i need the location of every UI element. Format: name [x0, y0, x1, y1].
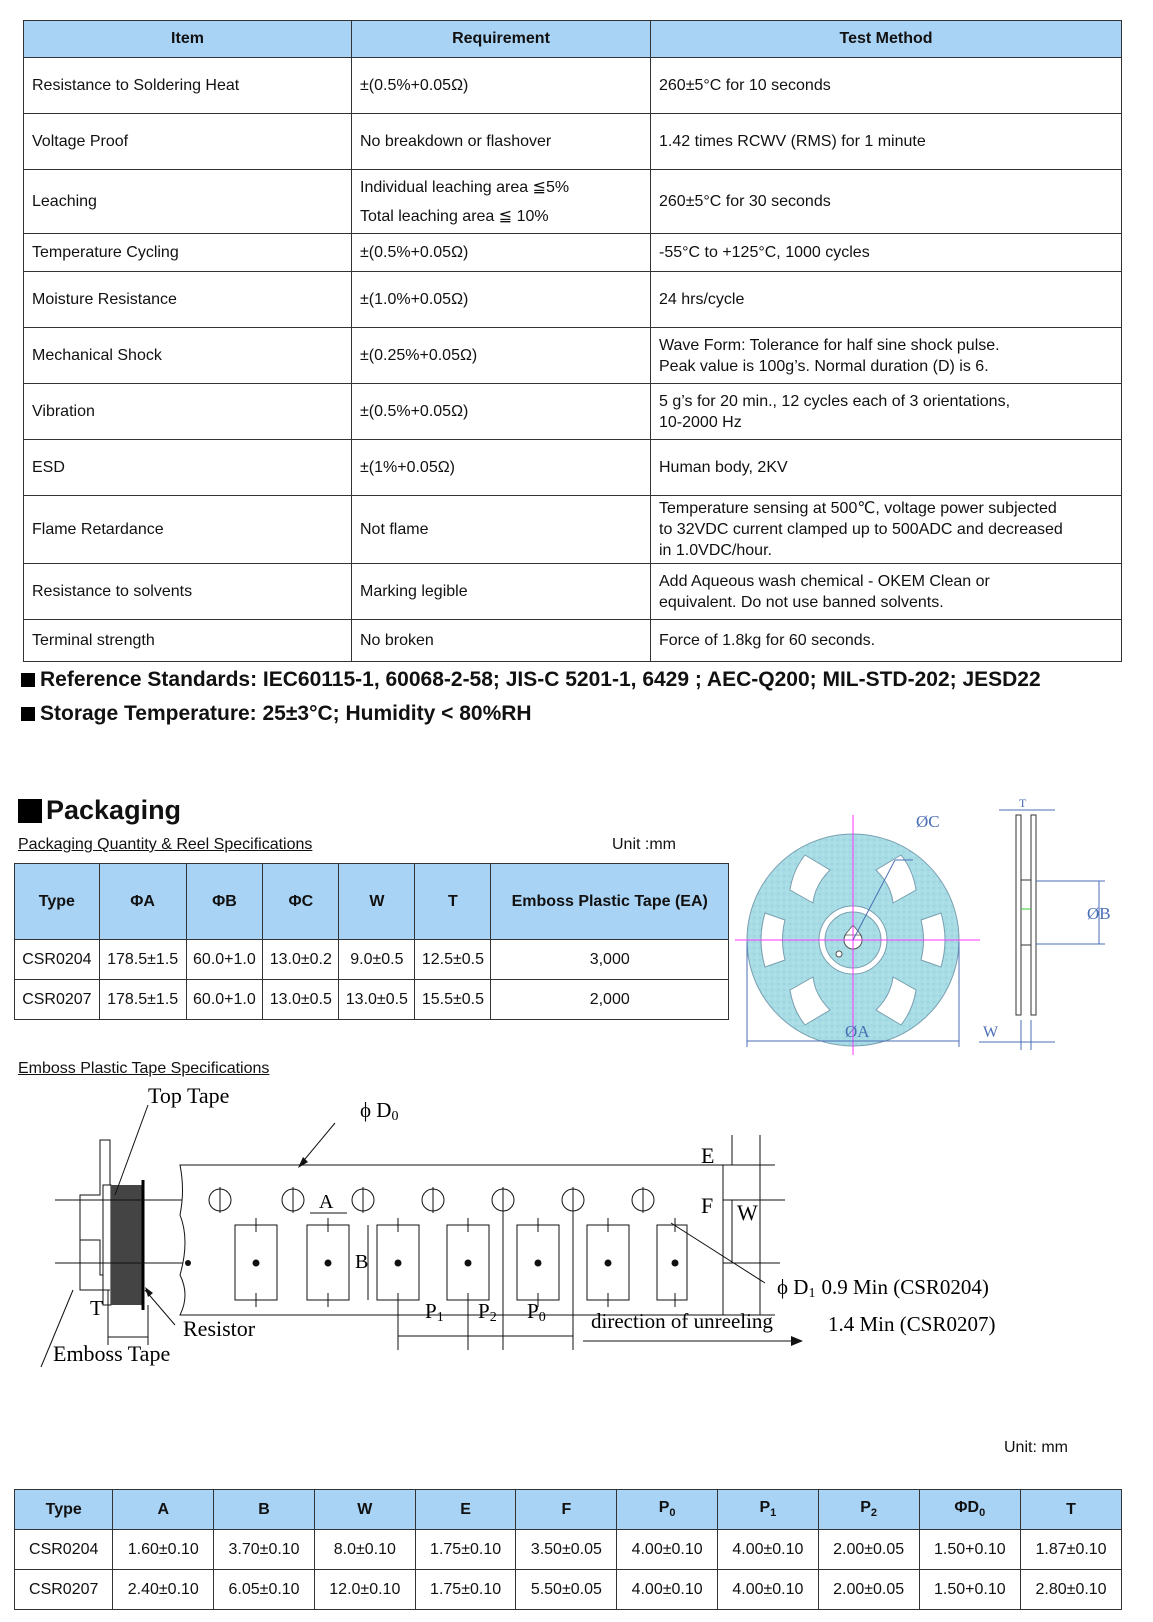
tape-cell: 3.70±0.10 [214, 1530, 315, 1570]
cell-requirement [352, 58, 651, 114]
method-line: -55°C to +125°C, 1000 cycles [659, 244, 870, 261]
tape-label-p1: P1 [425, 1299, 444, 1325]
reel-header-cell: T [415, 864, 491, 940]
cell-item: Terminal strength [24, 620, 352, 662]
tape-header-cell: $P_0$ [617, 1490, 718, 1530]
reel-cell: 9.0±0.5 [339, 940, 415, 980]
reel-cell: 2,000 [491, 980, 729, 1020]
tape-label-p2: P2 [478, 1299, 497, 1325]
method-line: in 1.0VDC/hour. [659, 542, 772, 559]
requirement-line: Total leaching area ≦ 10% [360, 207, 549, 225]
method-line: Wave Form: Tolerance for half sine shock pulse. [659, 336, 1000, 354]
table-row [24, 496, 1122, 564]
reference-standards [21, 668, 1041, 692]
cell-item: Leaching [24, 170, 352, 234]
requirement-line: ±(0.5%+0.05Ω) [360, 77, 469, 94]
reel-cell: 13.0±0.5 [339, 980, 415, 1020]
method-line: Force of 1.8kg for 60 seconds. [659, 632, 876, 649]
reel-cell: 13.0±0.5 [263, 980, 339, 1020]
tape-cell: 1.87±0.10 [1021, 1530, 1122, 1570]
cell-requirement [352, 170, 651, 234]
header-item: Item [24, 21, 352, 58]
section-square-icon [18, 799, 42, 823]
tape-header-cell: T [1021, 1490, 1122, 1530]
tape-cell: 3.50±0.05 [516, 1530, 617, 1570]
cell-test-method [651, 272, 1122, 328]
reel-cell: CSR0207 [15, 980, 100, 1020]
reel-header-cell: ΦB [186, 864, 263, 940]
tape-label-phi-d0: ϕ D0 [360, 1098, 399, 1124]
tape-cell: 6.05±0.10 [214, 1570, 315, 1610]
cell-test-method [651, 234, 1122, 272]
reel-cell: 178.5±1.5 [99, 980, 186, 1020]
bullet-square-icon [21, 673, 35, 687]
table-header-row [24, 21, 1122, 58]
tape-label-a: A [319, 1191, 334, 1213]
tape-cell: 2.00±0.05 [818, 1530, 919, 1570]
reel-cell: 60.0+1.0 [186, 940, 263, 980]
cell-requirement [352, 234, 651, 272]
table-row [24, 620, 1122, 662]
tape-cell: 4.00±0.10 [718, 1530, 819, 1570]
cell-test-method [651, 440, 1122, 496]
tape-header-cell: $P_1$ [718, 1490, 819, 1530]
requirement-line: No broken [360, 632, 434, 649]
method-line: 260±5°C for 30 seconds [659, 193, 831, 210]
resistor-body [111, 1185, 143, 1305]
cell-item: Mechanical Shock [24, 328, 352, 384]
cell-item: Voltage Proof [24, 114, 352, 170]
reel-cell: 178.5±1.5 [99, 940, 186, 980]
test-specifications-table [23, 20, 1122, 662]
tape-header-cell: $P_2$ [818, 1490, 919, 1530]
cell-requirement [352, 440, 651, 496]
tape-header-cell: F [516, 1490, 617, 1530]
tape-label-resistor: Resistor [183, 1316, 256, 1341]
cell-test-method [651, 328, 1122, 384]
tape-diagram [35, 1083, 1035, 1405]
reel-header-cell: Emboss Plastic Tape (EA) [491, 864, 729, 940]
tape-cell: 1.75±0.10 [415, 1530, 516, 1570]
reel-caption: Packaging Quantity & Reel Specifications [18, 836, 313, 853]
table-row [24, 170, 1122, 234]
tape-cell: 1.60±0.10 [113, 1530, 214, 1570]
table-row [24, 234, 1122, 272]
table-row [15, 980, 729, 1020]
reference-standards-text: Reference Standards: IEC60115-1, 60068-2-58; JIS-C 5201-1, 6429 ; AEC-Q200; MIL-STD-202; JESD22 [40, 668, 1041, 691]
tape-header-cell: E [415, 1490, 516, 1530]
cell-item: Resistance to solvents [24, 564, 352, 620]
table-row [15, 1570, 1122, 1610]
reel-cell: 60.0+1.0 [186, 980, 263, 1020]
reel-side-view [1016, 815, 1036, 1015]
tape-label-e: E [701, 1143, 715, 1168]
tape-cell: 4.00±0.10 [617, 1570, 718, 1610]
reel-unit: Unit :mm [612, 836, 676, 853]
tape-label-direction: direction of unreeling [591, 1309, 773, 1333]
cell-test-method [651, 496, 1122, 564]
reel-label-phi-a: ØA [845, 1022, 870, 1041]
tape-cell: 2.00±0.05 [818, 1570, 919, 1610]
requirement-line: ±(1%+0.05Ω) [360, 459, 456, 476]
tape-unit: Unit: mm [1004, 1439, 1068, 1456]
reel-cell: 15.5±0.5 [415, 980, 491, 1020]
header-requirement: Requirement [352, 21, 651, 58]
table-row [24, 440, 1122, 496]
requirement-line: Not flame [360, 521, 429, 538]
tape-cell: 8.0±0.10 [314, 1530, 415, 1570]
cell-requirement [352, 620, 651, 662]
reel-header-cell: ΦA [99, 864, 186, 940]
tape-label-d1-line2: 1.4 Min (CSR0207) [828, 1312, 996, 1336]
table-row [24, 384, 1122, 440]
reel-label-phi-c: ØC [916, 812, 940, 831]
requirement-line: Individual leaching area ≦5% [360, 178, 570, 196]
table-row [15, 940, 729, 980]
storage-temperature [21, 702, 532, 726]
tape-header-cell: A [113, 1490, 214, 1530]
requirement-line: ±(0.5%+0.05Ω) [360, 403, 469, 420]
requirement-line: No breakdown or flashover [360, 133, 552, 150]
cell-requirement [352, 564, 651, 620]
tape-cell: 4.00±0.10 [718, 1570, 819, 1610]
tape-side-view [80, 1140, 111, 1305]
table-row [15, 1530, 1122, 1570]
reel-header-row [15, 864, 729, 940]
tape-label-p0: P0 [527, 1299, 546, 1325]
tape-cell: 4.00±0.10 [617, 1530, 718, 1570]
tape-label-f: F [701, 1193, 714, 1218]
method-line: to 32VDC current clamped up to 500ADC and decreased [659, 521, 1063, 538]
tape-cell: 2.40±0.10 [113, 1570, 214, 1610]
table-row [24, 328, 1122, 384]
method-line: Add Aqueous wash chemical - OKEM Clean or [659, 572, 990, 590]
tape-specifications-table [14, 1489, 1122, 1610]
tape-header-cell: Type [15, 1490, 113, 1530]
reel-header-cell: ΦC [263, 864, 339, 940]
tape-caption: Emboss Plastic Tape Specifications [18, 1060, 270, 1077]
cell-item: ESD [24, 440, 352, 496]
tape-header-cell: $\Phi D_0$ [919, 1490, 1021, 1530]
reel-cell: 12.5±0.5 [415, 940, 491, 980]
cell-test-method [651, 170, 1122, 234]
storage-temperature-text: Storage Temperature: 25±3°C; Humidity < 80%RH [40, 702, 532, 725]
method-line: Temperature sensing at 500℃, voltage power subjected [659, 500, 1057, 517]
tape-cell: 2.80±0.10 [1021, 1570, 1122, 1610]
cell-requirement [352, 272, 651, 328]
method-line: 10-2000 Hz [659, 413, 742, 431]
reel-label-phi-b: ØB [1087, 904, 1111, 923]
reel-label-w: W [983, 1024, 999, 1041]
packaging-title-text: Packaging [46, 795, 182, 825]
tape-cell: 1.50+0.10 [919, 1530, 1021, 1570]
tape-label-w: W [737, 1200, 758, 1225]
tape-cell: 5.50±0.05 [516, 1570, 617, 1610]
header-test-method: Test Method [651, 21, 1122, 58]
tape-header-cell: W [314, 1490, 415, 1530]
requirement-line: ±(0.25%+0.05Ω) [360, 347, 478, 364]
table-row [24, 564, 1122, 620]
tape-header-cell: B [214, 1490, 315, 1530]
cell-item: Resistance to Soldering Heat [24, 58, 352, 114]
cell-test-method [651, 384, 1122, 440]
bullet-square-icon [21, 707, 35, 721]
cell-item: Flame Retardance [24, 496, 352, 564]
tape-label-phi-d1: ϕ D1 0.9 Min (CSR0204) [777, 1275, 989, 1301]
reel-specifications-table [14, 863, 729, 1020]
cell-item: Vibration [24, 384, 352, 440]
cell-test-method [651, 114, 1122, 170]
tape-label-top-tape: Top Tape [148, 1083, 230, 1108]
packaging-title [18, 795, 181, 826]
cell-test-method [651, 58, 1122, 114]
reel-header-cell: W [339, 864, 415, 940]
cell-requirement [352, 496, 651, 564]
cell-requirement [352, 114, 651, 170]
table-row [24, 58, 1122, 114]
method-line: 1.42 times RCWV (RMS) for 1 minute [659, 133, 926, 150]
tape-header-row [15, 1490, 1122, 1530]
reel-cell: 13.0±0.2 [263, 940, 339, 980]
reel-cell: CSR0204 [15, 940, 100, 980]
tape-label-t: T [90, 1296, 103, 1320]
requirement-line: ±(1.0%+0.05Ω) [360, 291, 469, 308]
reel-header-cell: Type [15, 864, 100, 940]
cell-item: Temperature Cycling [24, 234, 352, 272]
tape-cell: CSR0207 [15, 1570, 113, 1610]
method-line: Human body, 2KV [659, 459, 788, 476]
method-line: 260±5°C for 10 seconds [659, 77, 831, 94]
tape-cell: 12.0±0.10 [314, 1570, 415, 1610]
cell-test-method [651, 620, 1122, 662]
method-line: Peak value is 100g’s. Normal duration (D) is 6. [659, 357, 989, 375]
method-line: 24 hrs/cycle [659, 291, 745, 308]
cell-requirement [352, 328, 651, 384]
requirement-line: ±(0.5%+0.05Ω) [360, 244, 469, 261]
table-row [24, 114, 1122, 170]
requirement-line: Marking legible [360, 583, 468, 600]
tape-cell: 1.75±0.10 [415, 1570, 516, 1610]
tape-label-b: B [355, 1251, 369, 1273]
method-line: 5 g’s for 20 min., 12 cycles each of 3 orientations, [659, 392, 1011, 410]
cell-test-method [651, 564, 1122, 620]
method-line: equivalent. Do not use banned solvents. [659, 593, 944, 611]
tape-label-emboss-tape: Emboss Tape [53, 1341, 171, 1366]
cell-item: Moisture Resistance [24, 272, 352, 328]
reel-label-t: T [1019, 796, 1027, 810]
tape-cell: 1.50+0.10 [919, 1570, 1021, 1610]
reel-diagram [735, 796, 1135, 1075]
table-row [24, 272, 1122, 328]
tape-cell: CSR0204 [15, 1530, 113, 1570]
cell-requirement [352, 384, 651, 440]
reel-cell: 3,000 [491, 940, 729, 980]
